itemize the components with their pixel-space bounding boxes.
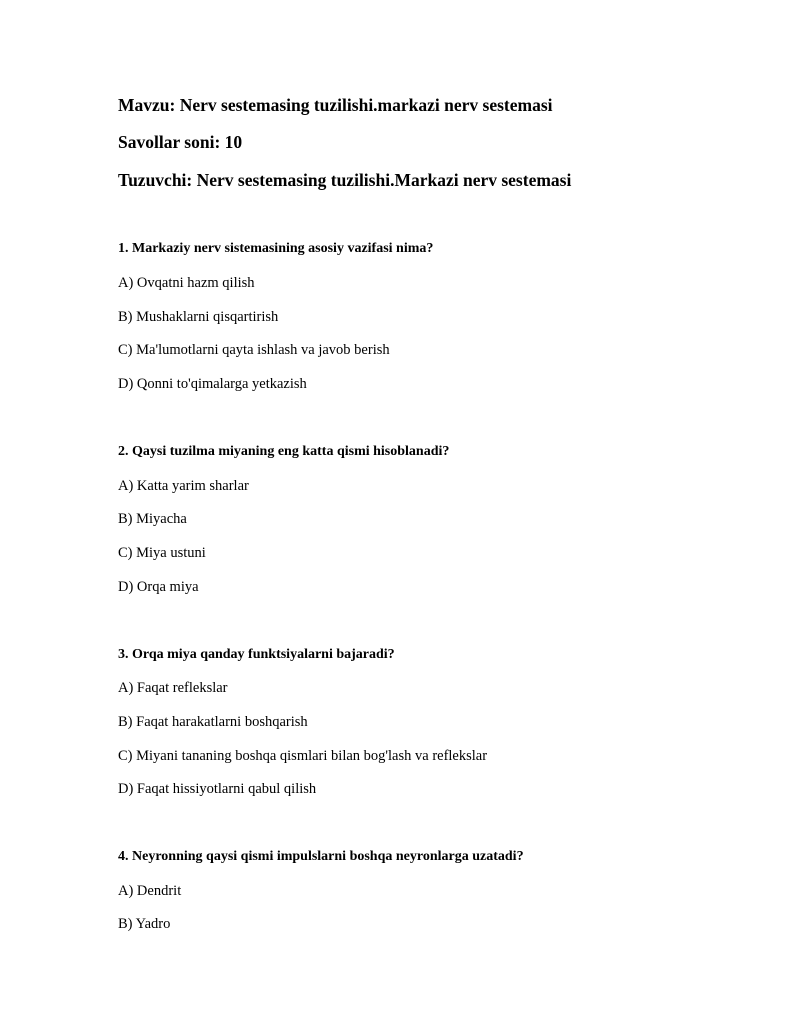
question-2-option-c: C) Miya ustuni [118, 545, 206, 561]
question-1-option-d: D) Qonni to'qimalarga yetkazish [118, 376, 307, 392]
question-3-text: 3. Orqa miya qanday funktsiyalarni bajaradi? [118, 647, 395, 662]
question-4-option-a: A) Dendrit [118, 883, 182, 899]
question-3-option-c: C) Miyani tananing boshqa qismlari bilan bog'lash va reflekslar [118, 748, 488, 764]
question-2-option-d: D) Orqa miya [118, 579, 199, 595]
question-4-option-b: B) Yadro [118, 916, 171, 932]
question-1-option-c: C) Ma'lumotlarni qayta ishlash va javob berish [118, 342, 390, 358]
question-3-option-d: D) Faqat hissiyotlarni qabul qilish [118, 781, 317, 797]
question-count-heading: Savollar soni: 10 [118, 132, 243, 152]
question-3-option-a: A) Faqat reflekslar [118, 680, 228, 696]
question-2-option-a: A) Katta yarim sharlar [118, 478, 249, 494]
question-1-option-b: B) Mushaklarni qisqartirish [118, 309, 279, 325]
topic-heading: Mavzu: Nerv sestemasing tuzilishi.markazi nerv sestemasi [118, 95, 553, 115]
question-2-text: 2. Qaysi tuzilma miyaning eng katta qismi hisoblanadi? [118, 444, 450, 459]
author-heading: Tuzuvchi: Nerv sestemasing tuzilishi.Markazi nerv sestemasi [118, 170, 572, 190]
question-1-text: 1. Markaziy nerv sistemasining asosiy vazifasi nima? [118, 241, 434, 256]
question-4-text: 4. Neyronning qaysi qismi impulslarni boshqa neyronlarga uzatadi? [118, 849, 524, 864]
question-3-option-b: B) Faqat harakatlarni boshqarish [118, 714, 308, 730]
question-2-option-b: B) Miyacha [118, 511, 187, 527]
question-1-option-a: A) Ovqatni hazm qilish [118, 275, 255, 291]
